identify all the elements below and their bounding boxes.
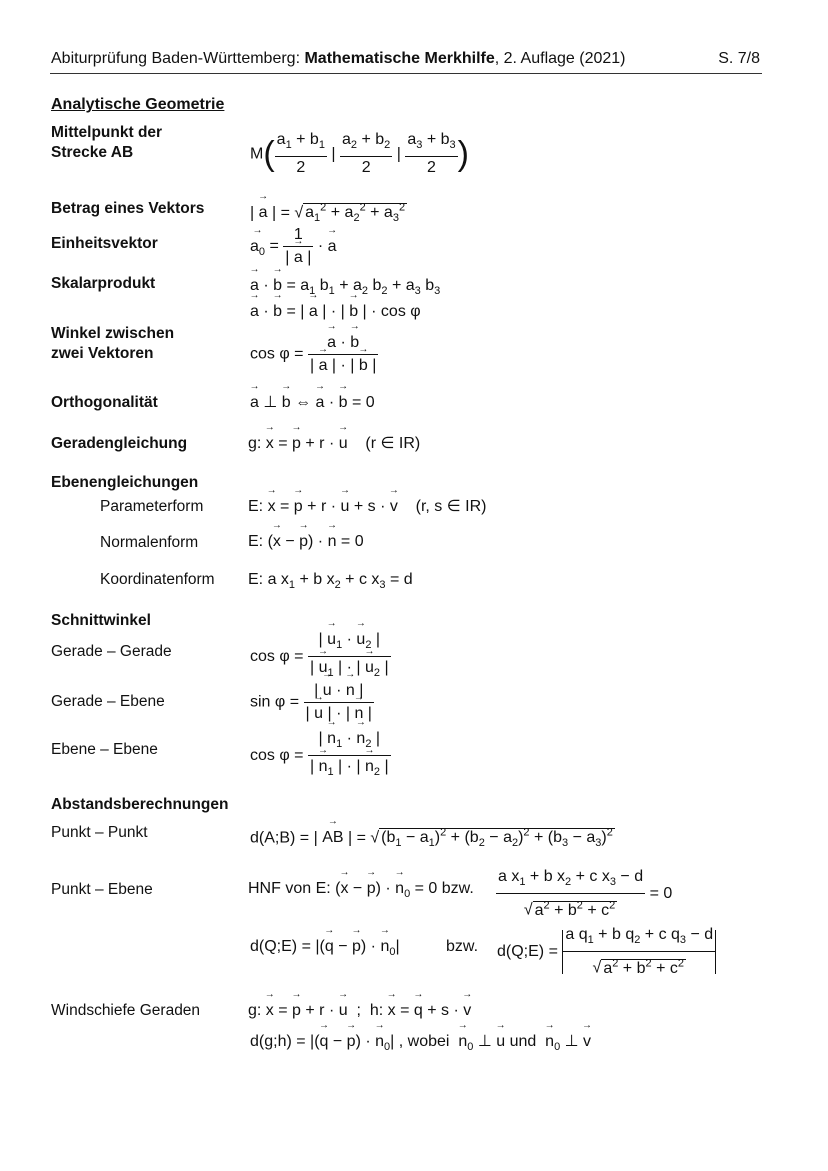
page-number: S. 7/8 xyxy=(718,50,760,67)
formula-gerade-ebene: sin φ = $\frac{| \to u \cdot \to n |}{| \to u | \cdot | \to n |}$ xyxy=(250,681,374,724)
formula-abstand-punkt-ebene: d(Q;E) = |(→ q − → p) · → $n_0|$ xyxy=(250,937,400,962)
label-punkt-punkt: Punkt – Punkt xyxy=(51,824,148,841)
label-mittelpunkt-1: Mittelpunkt der xyxy=(51,124,163,141)
hnf-label: HNF von E: xyxy=(248,880,331,897)
label-winkel-2: zwei Vektoren xyxy=(51,345,154,362)
label-parameterform: Parameterform xyxy=(100,498,204,515)
header-suffix: , 2. Auflage (2021) xyxy=(494,50,626,67)
label-geradengleichung: Geradengleichung xyxy=(51,435,188,452)
formula-mittelpunkt: M( $\frac{a_1 + b_1}{2}$ | $\frac{a_2 + b_2}{2}$ | $\frac{a_3 + b_3}{2}$ ) xyxy=(250,131,469,177)
label-betrag: Betrag eines Vektors xyxy=(51,200,205,217)
label-gerade-ebene: Gerade – Ebene xyxy=(51,693,165,710)
formula-koordinatenform: E: a $x_1 + b$ $x_2 + c$ $x_3 = d$ xyxy=(248,571,413,592)
bzw-1: bzw. xyxy=(441,880,474,897)
formula-gerade-gerade: cos φ = $\frac{| \to u_1 \cdot \to u_2 |}{| \to u_1 | \cdot | \to u_2 |}$ xyxy=(250,630,391,683)
formula-normalenform: E: (→ x − → p) · → n = 0 xyxy=(248,532,364,552)
label-abstandsberechnungen: Abstandsberechnungen xyxy=(51,796,229,813)
formula-winkel: cos φ = → $\frac{a \cdot \to b}{| \to a | \cdot | \to b |}$ xyxy=(250,333,378,376)
label-skalarprodukt: Skalarprodukt xyxy=(51,275,156,292)
label-gerade-gerade: Gerade – Gerade xyxy=(51,643,172,660)
header-divider xyxy=(50,73,762,74)
label-mittelpunkt-2: Strecke AB xyxy=(51,144,134,161)
formula-parameterform: E: → x = → p + r · → u + s · → v (r, s ∈ IR) xyxy=(248,497,486,517)
formula-abstand-koord: d(Q;E) = $\frac{a q_1 + b q_2 + c q_3 - d}{√ a^2 + b^2 + c^2}$ xyxy=(497,925,716,979)
label-ebene-ebene: Ebene – Ebene xyxy=(51,741,158,758)
label-einheitsvektor: Einheitsvektor xyxy=(51,235,158,252)
header-bold: Mathematische Merkhilfe xyxy=(304,50,495,67)
formula-windschief-geraden: g: → x = → p + r · → u ; h: → x = → q + s · → v xyxy=(248,1001,471,1021)
bzw-2: bzw. xyxy=(446,938,479,955)
label-winkel-1: Winkel zwischen xyxy=(51,325,175,342)
formula-einheitsvektor: → $a_0$ = $\frac{1}{| \to a |}$ · → a xyxy=(250,225,337,268)
formula-skalar-2: → a · → b = | → a | · | → b | · cos φ xyxy=(250,302,421,322)
label-windschiefe: Windschiefe Geraden xyxy=(51,1002,201,1019)
formula-hnf: HNF von E: (→ x − → p) · → $n_0 = 0$ bzw. xyxy=(248,879,474,904)
formula-betrag: | → a | = √ $a_1^2 + a_2^2 + a_3^2$ xyxy=(250,198,407,229)
range-rs: (r, s ∈ IR) xyxy=(415,498,487,515)
formula-punkt-punkt: d(A;B) = | → AB | = √ $(b_1 - a_1)^2 + (b_2 - a_2)^2 + (b_3 - a_3)^2$ xyxy=(250,823,615,854)
formula-windschief-abstand: d(g;h) = |(→ q − → p) · → $n_0|$ , wobei → $n_0$ ⊥ → u und → $n_0$ ⊥ → v xyxy=(250,1032,591,1057)
formula-skalar-1: → a · → $b = a_1$ $b_1 + a_2$ $b_2 + a_3$ $b_3$ xyxy=(250,276,440,301)
range-r: (r ∈ IR) xyxy=(365,435,421,452)
label-normalenform: Normalenform xyxy=(100,534,199,551)
formula-orthogonalitaet: → a ⊥ → b ⇔ → a · → b = 0 xyxy=(250,393,375,413)
label-orthogonalitaet: Orthogonalität xyxy=(51,394,158,411)
und-text: und xyxy=(509,1033,537,1050)
label-ebenengleichungen: Ebenengleichungen xyxy=(51,474,199,491)
section-title: Analytische Geometrie xyxy=(51,96,225,113)
formula-hnf-koord: $\frac{a x_1 + b x_2 + c x_3 - d}{√ a^2 + b^2 + c^2}$ = 0 xyxy=(498,868,673,919)
label-koordinatenform: Koordinatenform xyxy=(100,571,215,588)
formula-ebene-ebene: cos φ = $\frac{| \to n_1 \cdot \to n_2 |}{| \to n_1 | \cdot | \to n_2 |}$ xyxy=(250,729,391,782)
label-punkt-ebene: Punkt – Ebene xyxy=(51,881,153,898)
label-schnittwinkel: Schnittwinkel xyxy=(51,612,151,629)
formula-gerade: g: → x = → p + r · → u (r ∈ IR) xyxy=(248,434,420,454)
header-title xyxy=(51,50,626,68)
wobei-text: , wobei xyxy=(398,1033,450,1050)
header-prefix: Abiturprüfung Baden-Württemberg: xyxy=(51,50,305,67)
